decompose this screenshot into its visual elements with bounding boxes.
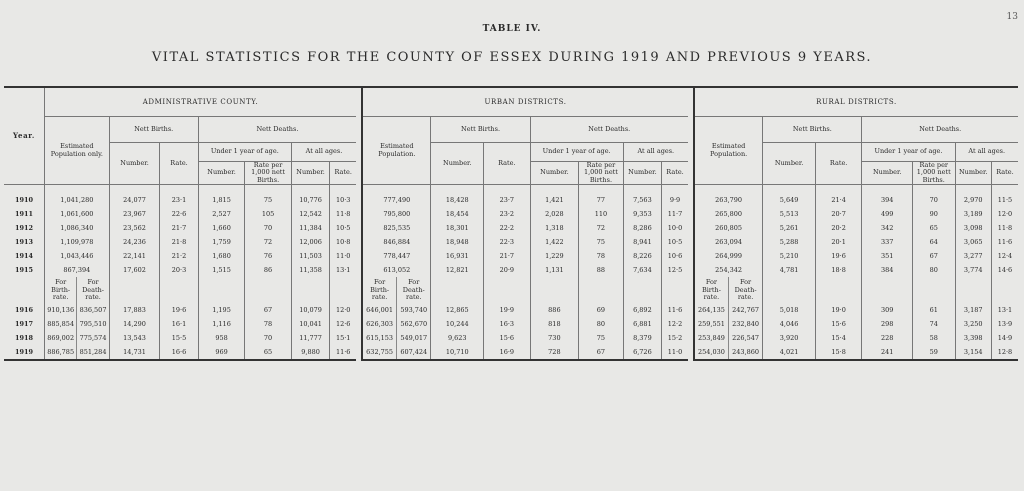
rural-all-ages-header: At all ages.: [955, 143, 1018, 162]
admin-pop-death-rate-cell: 795,510: [79, 319, 107, 328]
rural-r_nb_n-cell: 4,781: [763, 263, 816, 277]
urban-u_aa_r-cell: 15·2: [662, 331, 688, 345]
admin-all-number-header: Number.: [291, 162, 329, 185]
rural-death-rate-pop-label: For Death-rate.: [734, 278, 757, 302]
rural-births-rate-header: Rate.: [815, 143, 862, 185]
rural-r_u1_n-cell: 499: [862, 207, 913, 221]
urban-u_aa_r-cell: 10·0: [662, 221, 688, 235]
urban-u_nb_r-cell: 22·3: [484, 235, 531, 249]
urban-under1-rate-header: Rate per 1,000 nett Births.: [579, 162, 624, 185]
urban-u_nb_n-cell: 18,948: [431, 235, 484, 249]
table-row: [4, 185, 1018, 208]
rural-r_u1_r-cell: 70: [913, 185, 956, 208]
urban-u_u1_r-cell: 80: [579, 317, 624, 331]
urban-u_u1_r-cell: 88: [579, 263, 624, 277]
admin-births-rate-header: Rate.: [160, 143, 198, 185]
rural-r_aa_r-cell: 12·0: [991, 207, 1018, 221]
year-cell: 1914: [14, 251, 34, 260]
urban-u_nb_n-cell: 12,865: [431, 303, 484, 317]
rural-pop-death-rate-cell: 243,860: [728, 345, 762, 360]
rural-r_u1_r-cell: 80: [913, 263, 956, 277]
urban-u_aa_n-cell: 8,379: [623, 331, 661, 345]
rural-r_nb_n-cell: 4,021: [763, 345, 816, 360]
admin-under1-number-header: Number.: [198, 162, 245, 185]
table-row: [4, 263, 1018, 277]
rural-r_nb_r-cell: 21·4: [815, 185, 862, 208]
rural-r_aa_r-cell: 12·4: [991, 249, 1018, 263]
admin-nb_r-cell: 22·6: [160, 207, 198, 221]
admin-aa_n-cell: 11,384: [291, 221, 329, 235]
admin-u1_n-cell: 1,759: [198, 235, 245, 249]
rural-r_aa_n-cell: 3,154: [955, 345, 991, 360]
admin-u1_r-cell: 67: [245, 303, 292, 317]
admin-nb_n-cell: 14,290: [109, 317, 160, 331]
urban-all-number-header: Number.: [623, 162, 661, 185]
admin-under1-header: Under 1 year of age.: [198, 143, 291, 162]
admin-death-rate-pop-label: For Death-rate.: [82, 278, 104, 302]
urban-under1-number-header: Number.: [530, 162, 579, 185]
admin-all-rate-header: Rate.: [330, 162, 356, 185]
urban-u_aa_n-cell: 6,726: [623, 345, 661, 360]
rural-r_u1_n-cell: 342: [862, 221, 913, 235]
admin-aa_r-cell: 11·0: [330, 249, 356, 263]
admin-aa_r-cell: 15·1: [330, 331, 356, 345]
year-cell: 1915: [14, 265, 34, 274]
admin-u1_n-cell: 2,527: [198, 207, 245, 221]
rural-pop-death-rate-cell: 232,840: [732, 319, 760, 328]
rural-r_nb_r-cell: 15·6: [815, 317, 862, 331]
urban-pop-birth-rate-cell: 632,755: [362, 345, 396, 360]
urban-u_u1_n-cell: 886: [530, 303, 579, 317]
urban-u_nb_n-cell: 18,301: [431, 221, 484, 235]
urban-u_aa_n-cell: 6,892: [623, 303, 661, 317]
rural-r_aa_r-cell: 11·5: [991, 185, 1018, 208]
rural-r_nb_r-cell: 19·6: [815, 249, 862, 263]
urban-u_u1_n-cell: 1,229: [530, 249, 579, 263]
rural-pop-birth-rate-cell: 254,030: [694, 345, 728, 360]
urban-u_aa_r-cell: 12·2: [662, 317, 688, 331]
urban-u_aa_r-cell: 10·6: [662, 249, 688, 263]
admin-nb_r-cell: 21·8: [160, 235, 198, 249]
rural-r_aa_r-cell: 13·1: [991, 303, 1018, 317]
urban-u_nb_r-cell: 23·7: [484, 185, 531, 208]
rural-r_aa_n-cell: 3,065: [955, 235, 991, 249]
table-row: [4, 221, 1018, 235]
admin-est-pop-header: Estimated Population only.: [44, 117, 109, 185]
rural-r_aa_n-cell: 3,277: [955, 249, 991, 263]
admin-aa_r-cell: 13·1: [330, 263, 356, 277]
rural-r_nb_r-cell: 20·2: [815, 221, 862, 235]
rural-births-number-header: Number.: [763, 143, 816, 185]
admin-nb_r-cell: 15·5: [160, 331, 198, 345]
rural-r_u1_r-cell: 58: [913, 331, 956, 345]
rural-est-pop-header: Estimated Population.: [694, 117, 763, 185]
urban-u_nb_r-cell: 19·9: [484, 303, 531, 317]
admin-population-cell: 1,041,280: [44, 185, 109, 208]
year-cell: 1910: [14, 195, 34, 204]
admin-u1_n-cell: 969: [198, 345, 245, 360]
urban-u_nb_n-cell: 18,454: [431, 207, 484, 221]
year-cell: 1913: [14, 237, 34, 246]
urban-births-number-header: Number.: [431, 143, 484, 185]
rural-r_nb_r-cell: 15·8: [815, 345, 862, 360]
urban-u_u1_n-cell: 1,422: [530, 235, 579, 249]
urban-districts-header: URBAN DISTRICTS.: [362, 87, 688, 117]
admin-population-cell: 867,394: [44, 263, 109, 277]
rural-r_u1_n-cell: 351: [862, 249, 913, 263]
rural-r_aa_r-cell: 14·6: [991, 263, 1018, 277]
admin-birth-rate-pop-label: For Birth-rate.: [44, 277, 76, 303]
urban-u_nb_r-cell: 21·7: [484, 249, 531, 263]
admin-u1_r-cell: 65: [245, 345, 292, 360]
rural-r_nb_r-cell: 18·8: [815, 263, 862, 277]
rural-population-cell: 263,790: [694, 185, 763, 208]
admin-county-header: ADMINISTRATIVE COUNTY.: [44, 87, 356, 117]
admin-aa_n-cell: 10,041: [291, 317, 329, 331]
urban-nett-deaths-header: Nett Deaths.: [530, 117, 688, 143]
table-row: [4, 235, 1018, 249]
admin-aa_n-cell: 10,776: [291, 185, 329, 208]
admin-under1-rate-header: Rate per 1,000 nett Births.: [245, 162, 292, 185]
admin-nb_r-cell: 21·2: [160, 249, 198, 263]
rural-r_aa_n-cell: 3,098: [955, 221, 991, 235]
admin-u1_n-cell: 1,815: [198, 185, 245, 208]
rural-population-cell: 254,342: [694, 263, 763, 277]
admin-nb_r-cell: 19·6: [160, 303, 198, 317]
year-cell: 1916: [14, 305, 34, 314]
urban-birth-rate-pop-label: For Birth-rate.: [362, 277, 396, 303]
rural-population-cell: 264,999: [694, 249, 763, 263]
urban-u_u1_n-cell: 730: [530, 331, 579, 345]
rural-r_u1_r-cell: 64: [913, 235, 956, 249]
rural-pop-birth-rate-cell: 253,849: [694, 331, 728, 345]
rural-r_nb_r-cell: 20·7: [815, 207, 862, 221]
rural-under1-number-header: Number.: [862, 162, 913, 185]
rural-r_aa_n-cell: 2,970: [955, 185, 991, 208]
admin-u1_r-cell: 86: [245, 263, 292, 277]
urban-u_u1_n-cell: 1,131: [530, 263, 579, 277]
urban-u_u1_r-cell: 69: [579, 303, 624, 317]
rural-r_aa_r-cell: 14·9: [991, 331, 1018, 345]
rural-population-cell: 263,094: [694, 235, 763, 249]
urban-u_nb_n-cell: 9,623: [431, 331, 484, 345]
urban-u_aa_r-cell: 10·5: [662, 235, 688, 249]
urban-population-cell: 825,535: [362, 221, 431, 235]
urban-u_u1_r-cell: 77: [579, 185, 624, 208]
admin-pop-birth-rate-cell: 885,854: [44, 317, 76, 331]
admin-pop-death-rate-cell: 775,574: [79, 333, 107, 342]
rural-r_aa_r-cell: 11·6: [991, 235, 1018, 249]
urban-u_u1_n-cell: 1,318: [530, 221, 579, 235]
admin-population-cell: 1,109,978: [44, 235, 109, 249]
rural-r_nb_n-cell: 4,046: [763, 317, 816, 331]
rural-r_aa_n-cell: 3,398: [955, 331, 991, 345]
admin-aa_r-cell: 11·8: [330, 207, 356, 221]
rural-r_aa_n-cell: 3,187: [955, 303, 991, 317]
admin-aa_r-cell: 12·6: [330, 317, 356, 331]
rural-nett-births-header: Nett Births.: [763, 117, 862, 143]
year-header: Year.: [4, 87, 44, 185]
admin-u1_n-cell: 1,660: [198, 221, 245, 235]
rural-r_aa_n-cell: 3,189: [955, 207, 991, 221]
admin-u1_r-cell: 105: [245, 207, 292, 221]
admin-aa_r-cell: 12·0: [330, 303, 356, 317]
admin-aa_n-cell: 11,503: [291, 249, 329, 263]
urban-u_aa_n-cell: 7,563: [623, 185, 661, 208]
admin-births-number-header: Number.: [109, 143, 160, 185]
rural-pop-death-rate-cell: 242,767: [732, 305, 760, 314]
year-cell: 1919: [4, 345, 44, 360]
admin-pop-death-rate-cell: 851,284: [77, 345, 109, 360]
urban-u_aa_n-cell: 8,286: [623, 221, 661, 235]
urban-pop-birth-rate-cell: 646,001: [362, 303, 396, 317]
admin-aa_n-cell: 10,079: [291, 303, 329, 317]
admin-population-cell: 1,086,340: [44, 221, 109, 235]
urban-u_nb_r-cell: 15·6: [484, 331, 531, 345]
urban-u_u1_r-cell: 72: [579, 221, 624, 235]
table-label: TABLE IV.: [482, 24, 542, 34]
admin-u1_n-cell: 1,116: [198, 317, 245, 331]
urban-u_aa_n-cell: 8,941: [623, 235, 661, 249]
urban-u_aa_n-cell: 8,226: [623, 249, 661, 263]
admin-aa_r-cell: 10·3: [330, 185, 356, 208]
admin-nb_n-cell: 22,141: [109, 249, 160, 263]
page-title: VITAL STATISTICS FOR THE COUNTY OF ESSEX DURING 1919 AND PREVIOUS 9 YEARS.: [151, 50, 873, 65]
rural-r_nb_r-cell: 20·1: [815, 235, 862, 249]
admin-aa_n-cell: 11,358: [291, 263, 329, 277]
admin-nb_n-cell: 17,883: [109, 303, 160, 317]
admin-u1_r-cell: 70: [245, 221, 292, 235]
rural-r_nb_r-cell: 19·0: [815, 303, 862, 317]
rural-r_u1_n-cell: 309: [862, 303, 913, 317]
admin-nb_r-cell: 20·3: [160, 263, 198, 277]
admin-u1_r-cell: 72: [245, 235, 292, 249]
rural-r_u1_n-cell: 337: [862, 235, 913, 249]
year-cell: 1911: [14, 209, 34, 218]
rural-r_aa_r-cell: 13·9: [991, 317, 1018, 331]
admin-u1_n-cell: 1,195: [198, 303, 245, 317]
urban-death-rate-pop-label: For Death-rate.: [402, 278, 425, 302]
urban-u_u1_r-cell: 75: [579, 331, 624, 345]
admin-aa_n-cell: 9,880: [291, 345, 329, 360]
rural-r_u1_r-cell: 67: [913, 249, 956, 263]
urban-population-cell: 846,884: [362, 235, 431, 249]
admin-nb_n-cell: 13,543: [109, 331, 160, 345]
rural-r_nb_n-cell: 3,920: [763, 331, 816, 345]
admin-nb_r-cell: 23·1: [160, 185, 198, 208]
urban-u_aa_r-cell: 11·0: [662, 345, 688, 360]
admin-aa_n-cell: 12,542: [291, 207, 329, 221]
urban-u_nb_r-cell: 23·2: [484, 207, 531, 221]
urban-u_u1_r-cell: 75: [579, 235, 624, 249]
rural-r_nb_n-cell: 5,513: [763, 207, 816, 221]
year-cell: 1918: [14, 333, 34, 342]
urban-pop-death-rate-cell: 562,670: [400, 319, 428, 328]
urban-pop-death-rate-cell: 607,424: [397, 345, 431, 360]
admin-nb_n-cell: 23,967: [109, 207, 160, 221]
year-cell: 1912: [14, 223, 34, 232]
rural-pop-death-rate-cell: 226,547: [732, 333, 760, 342]
rural-r_u1_n-cell: 241: [862, 345, 913, 360]
admin-pop-death-rate-cell: 836,507: [79, 305, 107, 314]
rural-r_u1_r-cell: 74: [913, 317, 956, 331]
admin-nb_r-cell: 21·7: [160, 221, 198, 235]
urban-population-cell: 795,800: [362, 207, 431, 221]
admin-u1_r-cell: 75: [245, 185, 292, 208]
urban-u_nb_n-cell: 12,821: [431, 263, 484, 277]
urban-all-rate-header: Rate.: [662, 162, 688, 185]
rural-r_u1_n-cell: 298: [862, 317, 913, 331]
rural-birth-rate-pop-label: For Birth-rate.: [694, 277, 728, 303]
rural-r_nb_n-cell: 5,288: [763, 235, 816, 249]
rural-r_nb_n-cell: 5,018: [763, 303, 816, 317]
rural-r_u1_r-cell: 59: [913, 345, 956, 360]
urban-u_u1_n-cell: 728: [530, 345, 579, 360]
table-row: [4, 303, 1018, 317]
admin-pop-birth-rate-cell: 910,136: [44, 303, 76, 317]
urban-u_nb_n-cell: 10,710: [431, 345, 484, 360]
admin-nb_r-cell: 16·1: [160, 317, 198, 331]
urban-population-cell: 777,490: [362, 185, 431, 208]
urban-pop-birth-rate-cell: 626,303: [362, 317, 396, 331]
urban-pop-death-rate-cell: 549,017: [400, 333, 428, 342]
urban-u_u1_n-cell: 1,421: [530, 185, 579, 208]
rural-r_u1_r-cell: 61: [913, 303, 956, 317]
table-row: [4, 207, 1018, 221]
admin-aa_n-cell: 12,006: [291, 235, 329, 249]
urban-u_nb_r-cell: 16·3: [484, 317, 531, 331]
rural-all-number-header: Number.: [955, 162, 991, 185]
table-row: [4, 249, 1018, 263]
urban-u_u1_n-cell: 2,028: [530, 207, 579, 221]
urban-u_nb_n-cell: 16,931: [431, 249, 484, 263]
sub-header-row: [4, 277, 1018, 303]
rural-r_aa_r-cell: 11·8: [991, 221, 1018, 235]
vital-statistics-table: [4, 86, 1018, 361]
urban-u_u1_n-cell: 818: [530, 317, 579, 331]
admin-nb_n-cell: 14,731: [109, 345, 160, 360]
rural-r_nb_n-cell: 5,210: [763, 249, 816, 263]
admin-u1_n-cell: 1,680: [198, 249, 245, 263]
admin-population-cell: 1,043,446: [44, 249, 109, 263]
urban-nett-births-header: Nett Births.: [431, 117, 530, 143]
admin-u1_r-cell: 70: [245, 331, 292, 345]
rural-r_aa_n-cell: 3,774: [955, 263, 991, 277]
rural-nett-deaths-header: Nett Deaths.: [862, 117, 1018, 143]
admin-u1_r-cell: 78: [245, 317, 292, 331]
rural-r_nb_r-cell: 15·4: [815, 331, 862, 345]
rural-all-rate-header: Rate.: [991, 162, 1018, 185]
urban-under1-header: Under 1 year of age.: [530, 143, 623, 162]
urban-u_u1_r-cell: 67: [579, 345, 624, 360]
admin-u1_r-cell: 76: [245, 249, 292, 263]
rural-r_u1_n-cell: 394: [862, 185, 913, 208]
urban-u_aa_r-cell: 9·9: [662, 185, 688, 208]
admin-pop-birth-rate-cell: 869,002: [44, 331, 76, 345]
rural-pop-birth-rate-cell: 264,135: [694, 303, 728, 317]
admin-nb_r-cell: 16·6: [160, 345, 198, 360]
urban-u_nb_r-cell: 22·2: [484, 221, 531, 235]
urban-u_nb_r-cell: 20·9: [484, 263, 531, 277]
admin-all-ages-header: At all ages.: [291, 143, 356, 162]
urban-u_u1_r-cell: 78: [579, 249, 624, 263]
rural-under1-rate-header: Rate per 1,000 nett Births.: [913, 162, 956, 185]
admin-nb_n-cell: 24,077: [109, 185, 160, 208]
urban-pop-death-rate-cell: 593,740: [400, 305, 428, 314]
page-number: 13: [1006, 12, 1018, 22]
admin-nb_n-cell: 23,562: [109, 221, 160, 235]
urban-population-cell: 778,447: [362, 249, 431, 263]
table-row: [4, 345, 1018, 360]
admin-aa_r-cell: 10·8: [330, 235, 356, 249]
urban-all-ages-header: At all ages.: [623, 143, 688, 162]
year-cell: 1917: [14, 319, 34, 328]
table-row: [4, 331, 1018, 345]
rural-under1-header: Under 1 year of age.: [862, 143, 955, 162]
rural-r_u1_n-cell: 228: [862, 331, 913, 345]
rural-r_aa_r-cell: 12·8: [991, 345, 1018, 360]
rural-r_u1_r-cell: 65: [913, 221, 956, 235]
urban-est-pop-header: Estimated Population.: [362, 117, 431, 185]
rural-population-cell: 265,800: [694, 207, 763, 221]
admin-nb_n-cell: 24,236: [109, 235, 160, 249]
urban-u_nb_n-cell: 10,244: [431, 317, 484, 331]
rural-r_nb_n-cell: 5,261: [763, 221, 816, 235]
admin-u1_n-cell: 1,515: [198, 263, 245, 277]
rural-population-cell: 260,805: [694, 221, 763, 235]
rural-pop-birth-rate-cell: 259,551: [694, 317, 728, 331]
urban-u_nb_r-cell: 16·9: [484, 345, 531, 360]
urban-u_aa_r-cell: 11·6: [662, 303, 688, 317]
admin-nett-deaths-header: Nett Deaths.: [198, 117, 356, 143]
rural-r_u1_r-cell: 90: [913, 207, 956, 221]
urban-u_aa_n-cell: 7,634: [623, 263, 661, 277]
urban-u_aa_r-cell: 12·5: [662, 263, 688, 277]
urban-u_u1_r-cell: 110: [579, 207, 624, 221]
admin-aa_r-cell: 10·5: [330, 221, 356, 235]
admin-u1_n-cell: 958: [198, 331, 245, 345]
urban-births-rate-header: Rate.: [484, 143, 531, 185]
table-row: [4, 317, 1018, 331]
rural-r_aa_n-cell: 3,250: [955, 317, 991, 331]
admin-nb_n-cell: 17,602: [109, 263, 160, 277]
rural-r_nb_n-cell: 5,649: [763, 185, 816, 208]
admin-aa_n-cell: 11,777: [291, 331, 329, 345]
rural-districts-header: RURAL DISTRICTS.: [694, 87, 1018, 117]
admin-aa_r-cell: 11·6: [330, 345, 356, 360]
urban-u_aa_n-cell: 6,881: [623, 317, 661, 331]
urban-population-cell: 613,052: [362, 263, 431, 277]
admin-population-cell: 1,061,600: [44, 207, 109, 221]
urban-u_aa_r-cell: 11·7: [662, 207, 688, 221]
rural-r_u1_n-cell: 384: [862, 263, 913, 277]
urban-u_aa_n-cell: 9,353: [623, 207, 661, 221]
urban-u_nb_n-cell: 18,428: [431, 185, 484, 208]
urban-pop-birth-rate-cell: 615,153: [362, 331, 396, 345]
admin-pop-birth-rate-cell: 886,785: [44, 345, 76, 360]
admin-nett-births-header: Nett Births.: [109, 117, 198, 143]
